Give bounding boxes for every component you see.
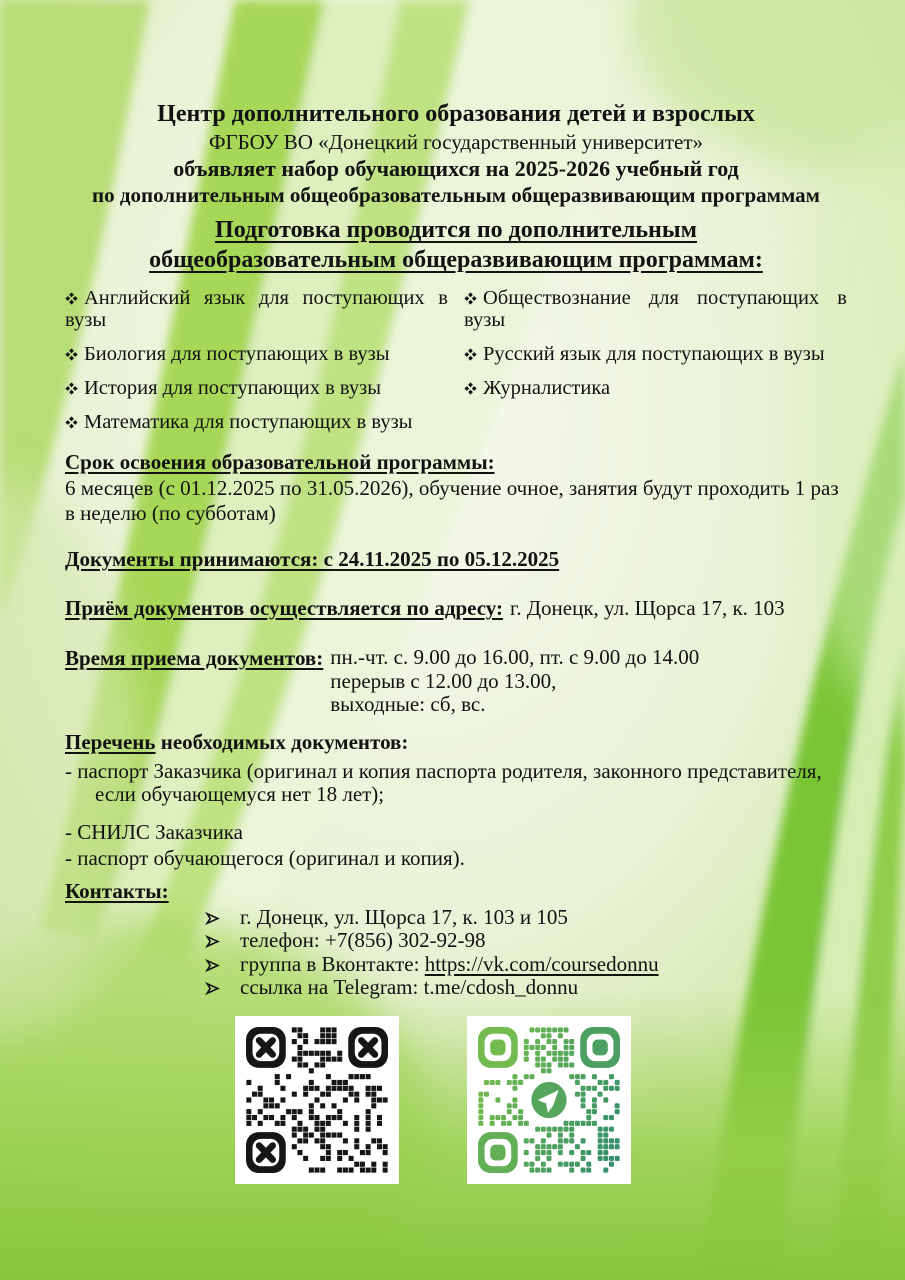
contacts-list	[205, 906, 847, 1000]
duration-text: 6 месяцев (с 01.12.2025 по 31.05.2026), обучение очное, занятия будут проходить 1 раз в неделю (по субботам)	[65, 476, 839, 525]
contact-telegram-row	[205, 976, 847, 1000]
contact-vk-prefix: группа в Вконтакте:	[240, 951, 425, 976]
doc-item: - паспорт обучающегося (оригинал и копия).	[65, 846, 465, 870]
diamond-bullet-icon	[65, 348, 78, 361]
diamond-bullet-icon	[464, 348, 477, 361]
schedule-section	[65, 646, 847, 717]
contacts-label: Контакты:	[65, 878, 169, 903]
contact-phone-row	[205, 929, 847, 953]
schedule-lines	[330, 646, 699, 717]
university-name: ФГБОУ ВО «Донецкий государственный университет»	[208, 130, 704, 154]
contact-phone: телефон: +7(856) 302-92-98	[240, 928, 486, 952]
address-section	[65, 596, 847, 620]
contact-telegram-prefix: ссылка на Telegram:	[240, 975, 424, 999]
diamond-bullet-icon	[464, 382, 477, 395]
list-item	[65, 377, 448, 399]
contact-address: г. Донецк, ул. Щорса 17, к. 103 и 105	[240, 904, 568, 929]
doc-item: - СНИЛС Заказчика	[65, 819, 244, 844]
schedule-line: перерыв с 12.00 до 13.00,	[330, 668, 557, 693]
program-name: Английский язык для поступающих в вузы	[65, 287, 448, 331]
programs-heading-line2: общеобразовательным общеразвивающим программам:	[149, 247, 763, 273]
programs-column-right	[464, 287, 847, 445]
arrowhead-bullet-icon	[205, 982, 220, 995]
diamond-bullet-icon	[65, 292, 78, 305]
address-value: г. Донецк, ул. Щорса 17, к. 103	[509, 596, 785, 620]
org-title: Центр дополнительного образования детей и взрослых	[157, 101, 755, 127]
program-name: История для поступающих в вузы	[84, 377, 382, 399]
address-label: Приём документов осуществляется по адресу:	[65, 596, 503, 620]
programs-heading-line1: Подготовка проводится по дополнительным	[215, 217, 697, 243]
list-item	[464, 343, 847, 365]
required-docs-label-rest: необходимых документов:	[155, 729, 409, 754]
list-item	[464, 287, 847, 331]
announcement-line: объявляет набор обучающихся на 2025-2026 учебный год	[173, 156, 739, 181]
list-item	[65, 343, 448, 365]
duration-label: Срок освоения образовательной программы:	[65, 450, 495, 474]
program-name: Журналистика	[483, 377, 611, 399]
required-docs-section	[65, 730, 847, 871]
contacts-section	[65, 879, 847, 1000]
programs-heading	[65, 215, 847, 275]
arrowhead-bullet-icon	[205, 912, 220, 925]
vk-group-link[interactable]: https://vk.com/coursedonnu	[424, 951, 659, 976]
arrowhead-bullet-icon	[205, 935, 220, 948]
intake-label: Документы принимаются: с 24.11.2025 по 05.12.2025	[65, 547, 560, 571]
programs-type-line: по дополнительным общеобразовательным общеразвивающим программам	[92, 183, 820, 207]
program-name: Математика для поступающих в вузы	[84, 411, 413, 433]
required-docs-label-underlined: Перечень	[65, 729, 156, 754]
telegram-link[interactable]: t.me/cdosh_donnu	[423, 975, 579, 999]
diamond-bullet-icon	[464, 292, 477, 305]
schedule-line: пн.-чт. с. 9.00 до 16.00, пт. с 9.00 до 14.00	[330, 645, 700, 669]
intake-section	[65, 547, 847, 571]
list-item	[464, 377, 847, 399]
programs-list	[65, 287, 847, 445]
flyer-content	[0, 100, 905, 1184]
required-docs-list	[65, 760, 847, 871]
duration-section	[65, 450, 847, 525]
contact-vk-row	[205, 953, 847, 977]
list-item	[65, 287, 448, 331]
doc-item: - паспорт Заказчика (оригинал и копия паспорта родителя, законного представителя, если обучающемуся нет 18 лет);	[65, 758, 822, 806]
programs-column-left	[65, 287, 448, 445]
header-block	[65, 100, 847, 209]
contact-address-row	[205, 906, 847, 930]
telegram-qr-code	[467, 1016, 631, 1184]
schedule-line: выходные: сб, вс.	[330, 692, 486, 716]
program-name: Обществознание для поступающих в вузы	[464, 287, 847, 331]
arrowhead-bullet-icon	[205, 959, 220, 972]
list-item	[65, 411, 448, 433]
diamond-bullet-icon	[65, 382, 78, 395]
vk-qr-code	[235, 1016, 399, 1184]
program-name: Биология для поступающих в вузы	[84, 343, 390, 365]
program-name: Русский язык для поступающих в вузы	[483, 343, 825, 365]
schedule-label: Время приема документов:	[65, 646, 324, 670]
qr-codes-row	[235, 1016, 847, 1184]
diamond-bullet-icon	[65, 416, 78, 429]
